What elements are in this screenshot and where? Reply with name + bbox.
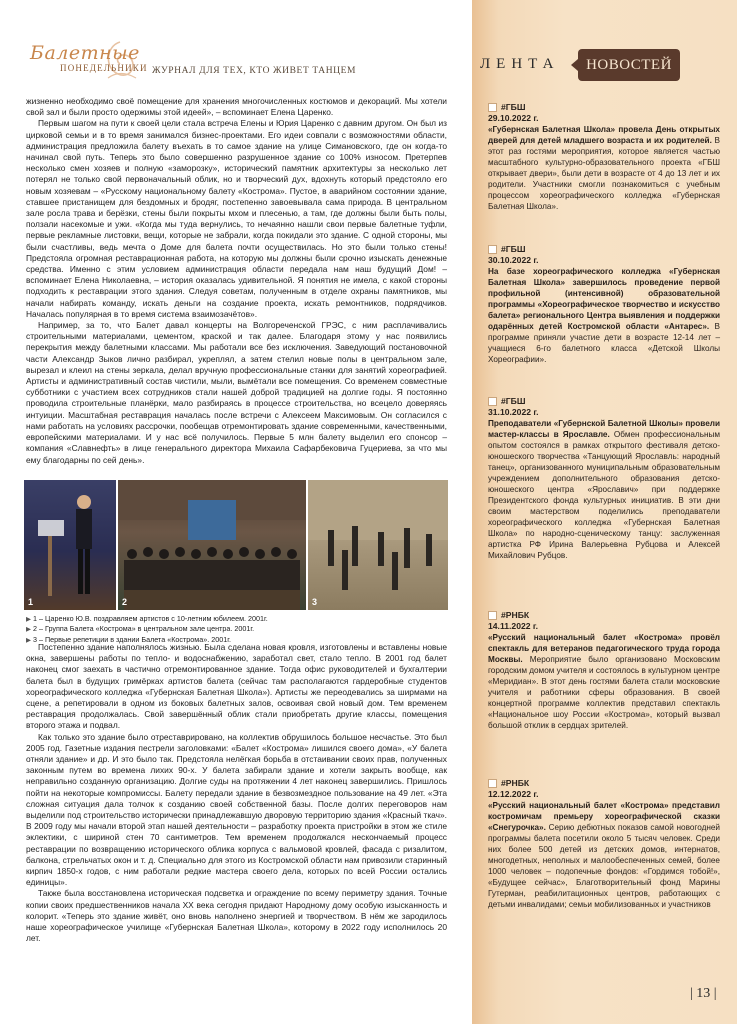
news-date: 14.11.2022 г. [488, 621, 539, 631]
news-body: Мероприятие было организовано Московским городским домом учителя и состоялось в культурном центре «Меридиан». В этот день гостями балета стали московские учителя и работники сферы образования. В своей концертной программе коллектив представил спектакль «Национальное шоу России «Кострома», который вызвал большой отклик в сердцах зрителей. [488, 655, 720, 730]
news-item [488, 778, 720, 910]
news-body: Обмен профессиональным опытом состоялся в рамках открытого фестиваля детско-юношеского творчества «Танцующий Ярославль: народный танец», организованного муниципальным образовательным учреждением дополнительного образования детско-юношеского центра «Ярославич» при поддержке Президентского фонда культурных инициатив. В эти дни своим мастерством поделились преподаватели хореографического колледжа «Губернская Балетная Школа» по народно-сценическому танцу: заслуженная артистка РФ Ирина Валерьевна Рубцова и Алексей Михайлович Рубцов. [488, 430, 720, 560]
journal-tagline: ЖУРНАЛ ДЛЯ ТЕХ, КТО ЖИВЕТ ТАНЦЕМ [152, 66, 357, 76]
photo-speaker [24, 480, 116, 610]
photo-captions [26, 614, 268, 645]
photo-number: 2 [122, 597, 128, 607]
triangle-bullet-icon: ▶ [26, 616, 31, 623]
caption-item: ▶ 3 – Первые репетиции в здании Балета «Кострома». 2001г. [26, 634, 231, 644]
photo-group [118, 480, 306, 610]
news-item [488, 102, 720, 212]
news-item [488, 396, 720, 561]
news-body: Серию дебютных показов самой новогодней программы балета посетили около 5 тысяч человек. Среди них более 500 детей из детских домов, интернатов, многодетных, неполных и малообеспеченных семей, более 1000 человек – подопечные фондов: «Гордимся тобой!», «Будущее сейчас», Благотворительный фонд Марины Гутерман, реабилитационных центров, работающих с детьми инвалидами; семьи мобилизованных и участников [488, 823, 720, 909]
news-feed-badge: НОВОСТЕЙ [578, 49, 680, 81]
caption-item: ▶ 2 – Группа Балета «Кострома» в центральном зале центра. 2001г. [26, 624, 255, 634]
photo-strip [24, 480, 448, 610]
news-headline: На базе хореографического колледжа «Губернская Балетная Школа» завершилось проведение первой профильной (интенсивной) образовательной программы «Хореографическое творчество и искусство балета» регионального Центра выявления и поддержки одарённых детей Костромской области «Антарес». [488, 267, 720, 331]
article-paragraph: жизненно необходимо своё помещение для хранения многочисленных костюмов и декораций. Мы хотели свой зал и были просто одержимы этой идеей», – вспоминает Елена Царенко. [26, 96, 447, 118]
caption-item: ▶ 1 – Царенко Ю.В. поздравляем артистов с 10-летним юбилеем. 2001г. [26, 614, 268, 623]
news-tag: #РНБК [501, 610, 530, 620]
news-headline: «Губернская Балетная Школа» провела День открытых дверей для детей младшего возраста и их родителей. [488, 125, 720, 145]
news-item [488, 610, 720, 731]
news-item [488, 244, 720, 365]
photo-number: 3 [312, 597, 318, 607]
news-date: 29.10.2022 г. [488, 113, 539, 123]
photo-rehearsal [308, 480, 448, 610]
triangle-bullet-icon: ▶ [26, 636, 31, 644]
square-bullet-icon [488, 779, 497, 788]
news-tag: #ГБШ [501, 396, 526, 406]
square-bullet-icon [488, 397, 497, 406]
logo-subtitle: ПОНЕДЕЛЬНИКИ [60, 63, 148, 73]
article-paragraph: Постепенно здание наполнялось жизнью. Была сделана новая кровля, изготовлены и вставлены новые окна, завершены работы по тепло- и водоснабжению, заработал свет, стало тепло. В 2001 год балет наконец смог заехать в частично отремонтированное здание. Тогда офис руководителей и бухгалтерии балета был в будущих гримёрках артистов балета (сейчас там располагаются гардеробные студентов хореографического колледжа «Губернская Балетная Школа»). Артисты же переодевались за ширмами на сцене, а репетировали в одном из боковых балетных залов, освоивая свой новый дом. Тем временем реставрация продолжалась. Свой завершённый облик стали приобретать другие классы, помещения второго этажа и подвал. [26, 642, 447, 731]
speaker-figure-icon [24, 480, 116, 610]
news-headline: «Русский национальный балет «Кострома» представил костромичам премьеру хореографической сказки «Снегурочка». [488, 801, 720, 832]
article-paragraph: Как только это здание было отреставрировано, на коллектив обрушилось большое несчастье. Это был 2005 год. Газетные издания пестрели заголовками: «Балет «Кострома» лишился своего дома», «У балета отняли здание» и др. И это было так. Предстояла нелёгкая борьба в отстаивании своих прав, полученных законным путем во времена лихих 90-х. У балета забирали здание и хотели закрыть вообще, как неправильно созданную организацию. Долгие суды на протяжении 4 лет наконец завершились. Пришлось пойти на некоторые компромиссы. Балету передали здание в безвозмездное пользование на 49 лет. «Эта сложная ситуация дала толчок к созданию своей собственной базы. После долгих переговоров нам выделили под строительство исторически принадлежавшую дворовую территорию здания «Красный ткач». В 2009 году мы начали второй этап нашей деятельности – разработку проекта пристройки в этом же стиле эклектики, с шириной стен 70 сантиметров. Тем временем продолжался нескончаемый процесс реставрации по возвращению исторического облика корпуса с вальмовой кровлей, фасада с ризалитом, балкона, стрельчатых окон и т. д. Специально для этого из Костромской области нам привозили старинный кирпич 1850-х годов, с ним работали редкие мастера своего дела, которых по всей России остались единицы». [26, 731, 447, 888]
news-date: 31.10.2022 г. [488, 407, 539, 417]
square-bullet-icon [488, 611, 497, 620]
news-feed-title: ЛЕНТА [480, 56, 560, 72]
news-tag: #ГБШ [501, 244, 526, 254]
square-bullet-icon [488, 103, 497, 112]
news-date: 12.12.2022 г. [488, 789, 539, 799]
news-headline: «Русский национальный балет «Кострома» провёл спектакль для ветеранов педагогического труда города Москвы. [488, 633, 720, 664]
news-body: В программе приняли участие дети в возрасте 12-14 лет – учащиеся 6-го балетного класса «Детской Школы Хореографии». [488, 322, 720, 364]
news-tag: #РНБК [501, 778, 530, 788]
square-bullet-icon [488, 245, 497, 254]
news-tag: #ГБШ [501, 102, 526, 112]
page-number: | 13 | [690, 986, 717, 1001]
article-column-bottom [26, 642, 447, 944]
news-headline: Преподаватели «Губернской Балетной Школы» провели мастер-классы в Ярославле. [488, 419, 720, 439]
article-column-top [26, 96, 447, 466]
photo-number: 1 [28, 597, 34, 607]
news-body: В этот раз гостями мероприятия, которое является частью масштабного культурно-образовательного проекта «ГБШ открывает двери», были дети в возрасте от 4 до 13 лет и их родители. Участники смогли познакомиться с учебным процессом хореографического колледжа «Губернская Балетная Школа». [488, 136, 720, 211]
article-paragraph: Также была восстановлена историческая подсветка и ограждение по всему периметру здания. Точные копии своих предшественников начала XX века сегодня придают Народному дому особую изысканность и колорит. «Теперь это здание живёт, оно вновь наполнено энергией и творчеством. В нём же зародилось наше хореографическое училище «Губернская Балетная Школа», которому в 2022 году исполнилось 20 лет. [26, 888, 447, 944]
article-paragraph: Например, за то, что Балет давал концерты на Волгореченской ГРЭС, с ним расплачивались строительными материалами, цементом, краской и так далее. Благодаря этому у нас появились перекрытия между балетными классами. Мы работали все без исключения. Заведующий постановочной части Александр Зыков лично разбирал, укреплял, а затем стелил новые полы в центральном зале, вырезал и клеил на стены зеркала, делал вручную профессиональные станки для занятий хореографией. Артисты и административный состав чистили, мыли, вымётали все помещения. Со временем совместные субботники с участием всех сотрудников стали нашей доброй традицией на долгие годы. Я постоянно проводила строительные планёрки, мало разбираясь в процессе строительства, но всецело доверяясь интуиции. Масштабная реставрация началась после встречи с Алексеем Максимовым. Он согласился с нами работать на условиях рассрочки, пообещав отремонтировать здание современными, качественными, европейскими материалами. И у нас всё получилось. Первые 5 млн балету выделил его спонсор – компания «Славнефть» в лице генерального директора Михаила Сафарбековича Гуцериева, за что мы ему благодарны по сей день». [26, 320, 447, 465]
article-paragraph: Первым шагом на пути к своей цели стала встреча Елены и Юрия Царенко с давним другом. Он был из цирковой семьи и в то время занимался бизнес-проектами. Его идеи совпали с возможностями области, администрация предложила балету въехать в то самое здание на улице Симановского, где он когда-то начинал свой путь. Теперь это было совершенно разрушенное здание со 100% износом. Претерпев несколько смен хозяев и полную «заморозку», исторический памятник архитектуры за несколько лет потерял не только свой первоначальный облик, но и творческий дух, вдохнуть который предстояло его новым хозяевам – «Русскому национальному балету «Кострома». Пустое, в аварийном состоянии здание, ставшее пристанищем для бездомных и бродяг, постепенно завоевывала сама природа. В центральном зале росла трава и берёзки, стены были покрыты мхом и плесенью, а там, где должны были быть полы, ползали насекомые и ужи. «Когда мы туда вернулись, то нечаянно нашли свои первые балетные туфли, первые рекламные листовки, вещи, которые не забрали, когда покидали это здание. С одной стороны, мы были счастливы, ведь мечта о Доме для балета почти осуществилась. Но это были только стены! Предстояла огромная реставрационная работа, на которую мы должны были срочно изыскать денежные средства. Именно с этим условием администрация области передала нам наш будущий Дом! – вспоминает Елена Николаевна, – история оказалась удивительной. Я понятия не имела, с какой стороны подходить к реставрации этого здания. Следуя советам, полученным в отделе охраны памятников, мы начали набирать команду, искать деньги на создание проекта, искать ремонтников, подрядчиков. Началась популярная в то время система взаимозачётов». [26, 118, 447, 319]
magazine-logo [22, 38, 152, 84]
news-date: 30.10.2022 г. [488, 255, 539, 265]
triangle-bullet-icon: ▶ [26, 626, 31, 634]
logo-title: Балетные [30, 42, 140, 64]
dancers-icon [308, 480, 448, 610]
group-figures-icon [118, 480, 306, 610]
